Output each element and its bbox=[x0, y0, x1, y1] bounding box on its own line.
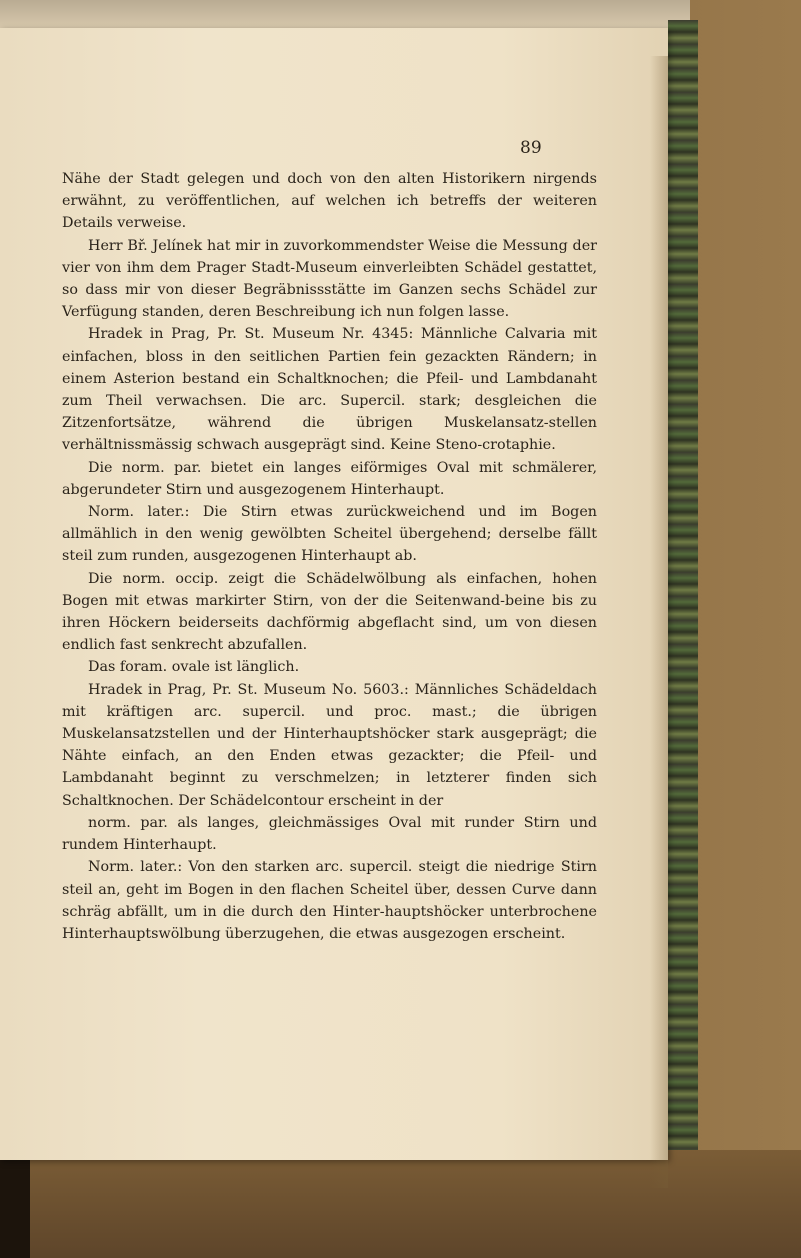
paragraph-6: Die norm. occip. zeigt die Schädelwölbung als einfachen, hohen Bogen mit etwas markirter Stirn, von der die Seitenwand-beine bis zu ihren Höckern beiderseits dachförmig abgeflacht sind, um von diesen endlich fast senkrecht abzufallen. bbox=[62, 570, 597, 654]
paragraph-1: Nähe der Stadt gelegen und doch von den alten Historikern nirgends erwähnt, zu veröffentlichen, auf welchen ich betreffs der weiteren Details verweise. bbox=[62, 171, 597, 232]
page-gutter-shade bbox=[650, 56, 668, 1188]
paragraph-4: Die norm. par. bietet ein langes eiförmiges Oval mit schmälerer, abgerundeter Stirn und ausgezogenem Hinterhaupt. bbox=[62, 459, 597, 498]
page-text bbox=[62, 168, 597, 945]
paragraph-8: Hradek in Prag, Pr. St. Museum No. 5603.: Männliches Schädeldach mit kräftigen arc. supercil. und proc. mast.; die übrigen Muskelansatzstellen und der Hinterhauptshöcker stark ausgeprägt; die Nähte einfach, an den Enden etwas gezackter; die Pfeil- und Lambdanaht beginnt zu verschmelzen; in letzterer finden sich Schaltknochen. Der Schädelcontour erscheint in der bbox=[62, 681, 597, 809]
paragraph-2: Herr Bř. Jelínek hat mir in zuvorkommendster Weise die Messung der vier von ihm dem Prager Stadt-Museum einverleibten Schädel gestattet, so dass mir von dieser Begräbnissstätte im Ganzen sechs Schädel zur Verfügung standen, deren Beschreibung ich nun folgen lasse. bbox=[62, 237, 597, 321]
page-number: 89 bbox=[520, 138, 542, 158]
book-cover-edge bbox=[0, 1150, 801, 1258]
paragraph-9: norm. par. als langes, gleichmässiges Oval mit runder Stirn und rundem Hinterhaupt. bbox=[62, 814, 597, 854]
page-top-edge bbox=[0, 0, 690, 28]
paragraph-3: Hradek in Prag, Pr. St. Museum Nr. 4345: Männliche Calvaria mit einfachen, bloss in den seitlichen Partien fein gezackten Rändern; in einem Asterion bestand ein Schaltknochen; die Pfeil- und Lambdanaht zum Theil verwachsen. Die arc. Supercil. stark; desgleichen die Zitzenfortsätze, während die übrigen Muskelansatz-stellen verhältnissmässig schwach ausgeprägt sind. Keine Steno-crotaphie. bbox=[62, 326, 597, 454]
paragraph-7: Das foram. ovale ist länglich. bbox=[88, 659, 300, 676]
paragraph-10: Norm. later.: Von den starken arc. supercil. steigt die niedrige Stirn steil an, geht im Bogen in den flachen Scheitel über, dessen Curve dann schräg abfällt, um in die durch den Hinter-hauptshöcker unterbrochene Hinterhauptswölbung überzugehen, die etwas ausgezogen erscheint. bbox=[62, 859, 597, 942]
paragraph-5: Norm. later.: Die Stirn etwas zurückweichend und im Bogen allmählich in den wenig gewölbten Scheitel übergehend; derselbe fällt steil zum runden, ausgezogenen Hinterhaupt ab. bbox=[62, 504, 597, 565]
book-corner-shadow bbox=[0, 1160, 30, 1258]
book-spine-edge bbox=[668, 20, 698, 1165]
